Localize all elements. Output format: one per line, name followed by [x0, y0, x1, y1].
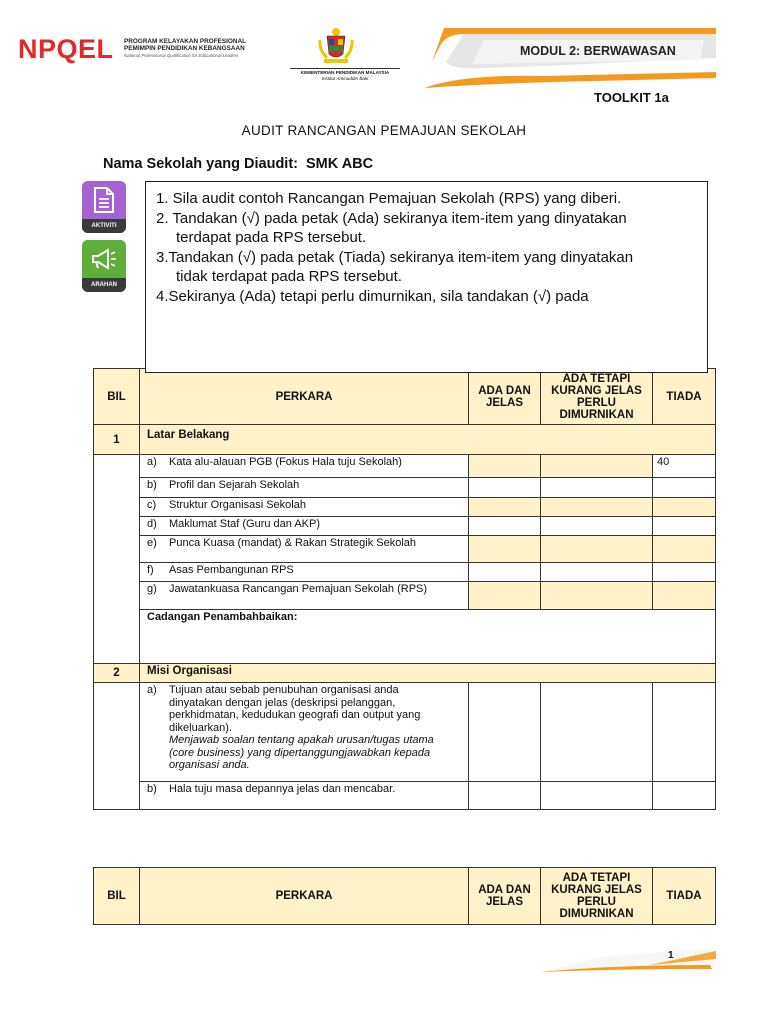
instruction-4: 4.Sekiranya (Ada) tetapi perlu dimurnikan, sila tandakan (√) pada [156, 287, 589, 305]
col-ada-jelas: ADA DAN JELAS [469, 369, 541, 425]
school-label: Nama Sekolah yang Diaudit: [103, 156, 298, 172]
tiada-cell[interactable] [653, 498, 716, 517]
item-text: Hala tuju masa depannya jelas dan mencabar. [169, 783, 396, 795]
school-line [103, 156, 373, 172]
table-row [140, 517, 469, 536]
table-row [140, 683, 469, 782]
program-name-2: PEMIMPIN PENDIDIKAN KEBANGSAAN [124, 45, 245, 52]
instruction-1: 1. Sila audit contoh Rancangan Pemajuan Sekolah (RPS) yang diberi. [156, 190, 622, 207]
item-key: g) [147, 583, 157, 595]
ada-tetapi-cell[interactable] [541, 782, 653, 810]
program-name-en: National Professional Qualification for Educational Leaders [124, 53, 239, 58]
ministry-name: KEMENTERIAN PENDIDIKAN MALAYSIA [300, 70, 390, 75]
page-number: 1 [668, 950, 674, 961]
ada-jelas-cell[interactable] [469, 563, 541, 582]
item-italic-note: Menjawab soalan tentang apakah urusan/tugas utama (core business) yang dipertanggungjawabkan kepada organisasi anda. [169, 734, 434, 771]
tiada-cell[interactable] [653, 683, 716, 782]
col-ada-jelas: ADA DAN JELAS [469, 868, 541, 925]
ada-jelas-cell[interactable] [469, 683, 541, 782]
item-key: b) [147, 479, 157, 491]
item-key: a) [147, 456, 157, 468]
section-number-spacer [94, 455, 140, 664]
col-tiada: TIADA [653, 369, 716, 425]
toolkit-label: TOOLKIT 1a [594, 90, 669, 105]
table-row [140, 498, 469, 517]
document-icon [93, 187, 115, 213]
arahan-label: ARAHAN [82, 278, 126, 292]
audit-table-continued [93, 867, 716, 925]
section-title: Misi Organisasi [140, 664, 716, 683]
instruction-2: 2. Tandakan (√) pada petak (Ada) sekiranya item-item yang dinyatakan [156, 209, 627, 227]
ada-jelas-cell[interactable] [469, 517, 541, 536]
tiada-cell[interactable] [653, 563, 716, 582]
col-tiada: TIADA [653, 868, 716, 925]
instruction-box [145, 181, 708, 373]
ada-tetapi-cell[interactable] [541, 582, 653, 610]
col-bil: BIL [94, 868, 140, 925]
tiada-cell[interactable]: 40 [653, 455, 716, 478]
npqel-logo: NPQEL [18, 34, 114, 64]
program-name-1: PROGRAM KELAYAKAN PROFESIONAL [124, 38, 247, 45]
ada-jelas-cell[interactable] [469, 536, 541, 563]
col-ada-tetapi: ADA TETAPI KURANG JELAS PERLU DIMURNIKAN [541, 369, 653, 425]
col-perkara: PERKARA [140, 369, 469, 425]
col-bil: BIL [94, 369, 140, 425]
megaphone-icon [91, 248, 117, 270]
ada-jelas-cell[interactable] [469, 782, 541, 810]
ada-tetapi-cell[interactable] [541, 455, 653, 478]
item-key: f) [147, 564, 154, 576]
table-row [140, 455, 469, 478]
audit-table [93, 368, 716, 810]
ada-jelas-cell[interactable] [469, 455, 541, 478]
table-row [140, 582, 469, 610]
tiada-cell[interactable] [653, 536, 716, 563]
item-text: Struktur Organisasi Sekolah [169, 499, 306, 511]
aktiviti-label: AKTIVITI [82, 219, 126, 233]
item-key: e) [147, 537, 157, 549]
institute-name: Institut Aminuddin Baki [321, 76, 369, 81]
instruction-3: 3.Tandakan (√) pada petak (Tiada) sekiranya item-item yang dinyatakan [156, 248, 634, 266]
item-text: Jawatankuasa Rancangan Pemajuan Sekolah (RPS) [169, 583, 428, 595]
ada-tetapi-cell[interactable] [541, 517, 653, 536]
table-row [140, 478, 469, 498]
table-row [140, 782, 469, 810]
cadangan-field[interactable]: Cadangan Penambahbaikan: [140, 610, 716, 664]
item-text: Tujuan atau sebab penubuhan organisasi anda dinyatakan dengan jelas (deskripsi pelanggan, perkhidmatan, kedudukan geografi dan output yang dikeluarkan). [169, 684, 421, 734]
col-perkara: PERKARA [140, 868, 469, 925]
item-key: a) [147, 684, 157, 696]
section-number: 1 [94, 425, 140, 455]
ada-tetapi-cell[interactable] [541, 563, 653, 582]
item-text: Asas Pembangunan RPS [169, 564, 294, 576]
school-value: SMK ABC [306, 156, 374, 172]
ada-jelas-cell[interactable] [469, 478, 541, 498]
ada-tetapi-cell[interactable] [541, 478, 653, 498]
item-text: Kata alu-alauan PGB (Fokus Hala tuju Sekolah) [169, 456, 402, 468]
tiada-cell[interactable] [653, 478, 716, 498]
item-text: Maklumat Staf (Guru dan AKP) [169, 518, 321, 530]
page-title: AUDIT RANCANGAN PEMAJUAN SEKOLAH [241, 123, 527, 138]
item-key: c) [147, 499, 157, 511]
section-number-spacer [94, 683, 140, 810]
tiada-cell[interactable] [653, 782, 716, 810]
npqel-subtitle [124, 38, 284, 59]
arahan-badge [82, 240, 126, 292]
item-text: Punca Kuasa (mandat) & Rakan Strategik Sekolah [169, 537, 417, 549]
ada-jelas-cell[interactable] [469, 582, 541, 610]
ada-jelas-cell[interactable] [469, 498, 541, 517]
table-row [140, 563, 469, 582]
aktiviti-badge [82, 181, 126, 233]
instruction-3-cont: tidak terdapat pada RPS tersebut. [176, 268, 402, 286]
section-number: 2 [94, 664, 140, 683]
ada-tetapi-cell[interactable] [541, 498, 653, 517]
item-text-block [169, 684, 449, 772]
instruction-2-cont: terdapat pada RPS tersebut. [176, 229, 367, 247]
item-key: b) [147, 783, 157, 795]
table-row [140, 536, 469, 563]
ada-tetapi-cell[interactable] [541, 536, 653, 563]
item-text: Profil dan Sejarah Sekolah [169, 479, 300, 491]
item-key: d) [147, 518, 157, 530]
col-ada-tetapi: ADA TETAPI KURANG JELAS PERLU DIMURNIKAN [541, 868, 653, 925]
ministry-label [290, 68, 400, 82]
section-title: Latar Belakang [140, 425, 716, 455]
tiada-cell[interactable] [653, 517, 716, 536]
tiada-cell[interactable] [653, 582, 716, 610]
coat-of-arms-icon [318, 26, 354, 66]
ada-tetapi-cell[interactable] [541, 683, 653, 782]
module-title: MODUL 2: BERWAWASAN [520, 44, 676, 58]
footer-swoosh [540, 945, 720, 975]
